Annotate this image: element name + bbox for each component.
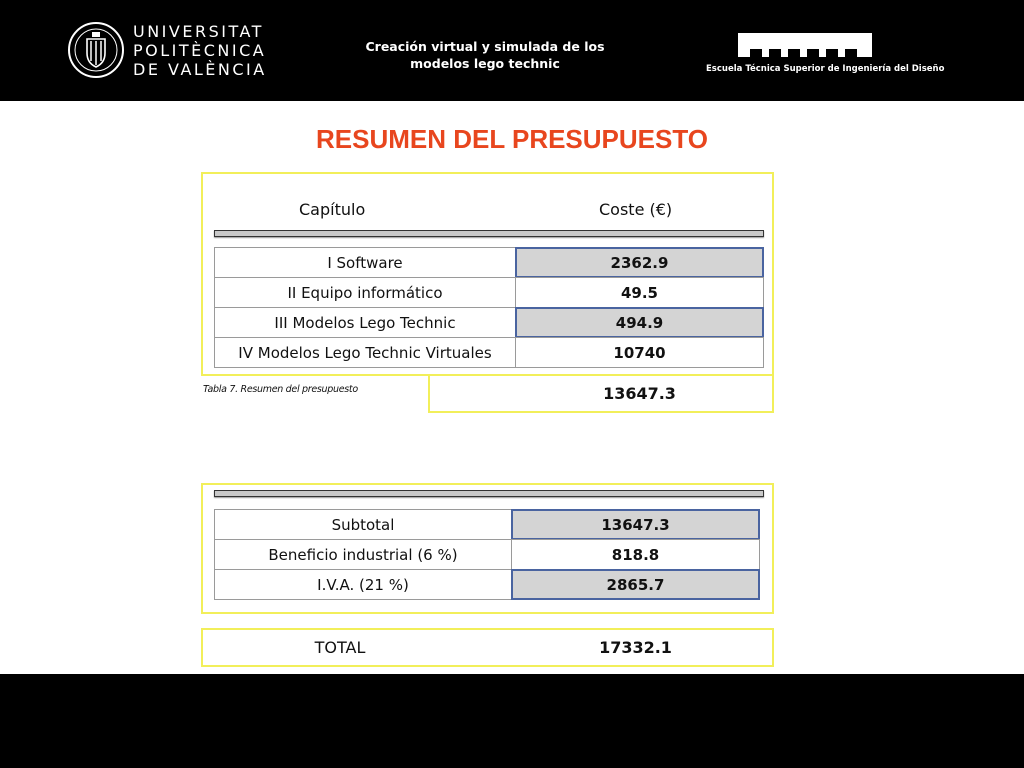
table2-row-1-label: Subtotal — [214, 509, 512, 540]
footer-bar — [0, 674, 1024, 768]
table1-row-2-label: II Equipo informático — [214, 277, 516, 308]
table1-row-3-label: III Modelos Lego Technic — [214, 307, 516, 338]
table1-row-1-label: I Software — [214, 247, 516, 278]
header-bar — [0, 0, 1024, 101]
university-line-1: UNIVERSITAT — [133, 22, 264, 41]
table1-row-4-label: IV Modelos Lego Technic Virtuales — [214, 337, 516, 368]
page-title: RESUMEN DEL PRESUPUESTO — [315, 124, 708, 154]
table1-row-2-value: 49.5 — [515, 277, 764, 308]
university-seal-icon — [67, 21, 125, 79]
table1-total-value: 13647.3 — [603, 384, 676, 403]
table1-row-1-value: 2362.9 — [515, 247, 764, 278]
table2-row-2-value: 818.8 — [511, 539, 760, 570]
project-title — [350, 38, 620, 72]
school-logo-icon — [738, 33, 872, 61]
table2-header-divider — [214, 490, 764, 497]
project-title-line-1: Creación virtual y simulada de los — [365, 39, 605, 54]
table1-row-3-value: 494.9 — [515, 307, 764, 338]
total-label: TOTAL — [314, 638, 366, 657]
table1-header-cost: Coste (€) — [599, 200, 673, 219]
project-title-line-2: modelos lego technic — [410, 56, 560, 71]
table1-row-4-value: 10740 — [515, 337, 764, 368]
table1-caption: Tabla 7. Resumen del presupuesto — [203, 384, 358, 395]
table2-row-1-value: 13647.3 — [511, 509, 760, 540]
university-name — [133, 22, 267, 79]
table2-row-3-value: 2865.7 — [511, 569, 760, 600]
total-value: 17332.1 — [599, 638, 672, 657]
school-name: Escuela Técnica Superior de Ingeniería del Diseño — [706, 64, 945, 74]
university-line-3: DE VALÈNCIA — [133, 60, 267, 79]
table1-header-divider — [214, 230, 764, 237]
table1-header-chapter: Capítulo — [299, 200, 366, 219]
university-line-2: POLITÈCNICA — [133, 41, 267, 60]
table2-row-3-label: I.V.A. (21 %) — [214, 569, 512, 600]
table2-row-2-label: Beneficio industrial (6 %) — [214, 539, 512, 570]
